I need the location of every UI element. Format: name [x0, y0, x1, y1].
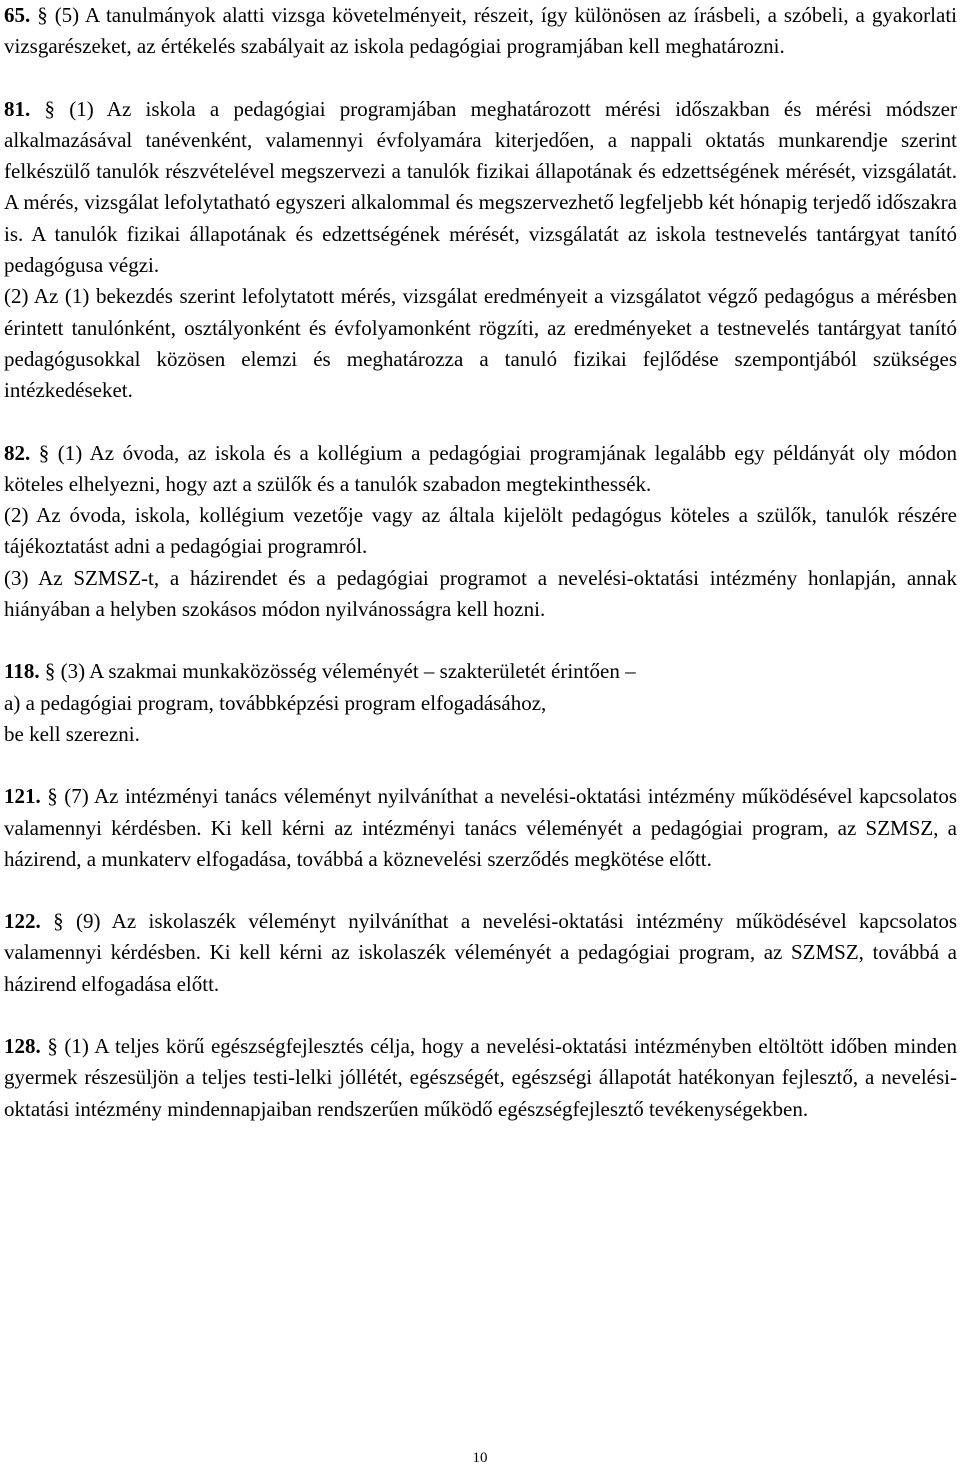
section-gap: [4, 875, 957, 906]
section-number: 122.: [4, 909, 41, 934]
section-82-paragraph-2: (2) Az óvoda, iskola, kollégium vezetője vagy az általa kijelölt pedagógus köteles a szülők, tanulók részére tájékoztatást adni a pedagógiai programról.: [4, 503, 957, 559]
section-82: [4, 438, 957, 626]
paragraph-text: § (9) Az iskolaszék véleményt nyilváníthat a nevelési-oktatási intézmény működésével kapcsolatos valamennyi kérdésben. Ki kell kérni az iskolaszék véleményét a pedagógiai program, az SZMSZ, továbbá a házirend elfogadása előtt.: [4, 909, 957, 996]
section-118-paragraph-3: be kell szerezni.: [4, 721, 140, 746]
section-number: 121.: [4, 784, 41, 809]
section-number: 128.: [4, 1034, 41, 1059]
section-number: 82.: [4, 440, 31, 465]
section-81-paragraph-1: [4, 94, 957, 282]
section-81: [4, 94, 957, 407]
section-gap: [4, 63, 957, 94]
section-gap: [4, 407, 957, 438]
section-128: [4, 1031, 957, 1125]
section-122-paragraph-1: [4, 906, 957, 1000]
paragraph-text: § (3) A szakmai munkaközösség véleményét – szakterületét érintően –: [44, 659, 636, 684]
section-gap: [4, 750, 957, 781]
section-122: [4, 906, 957, 1000]
paragraph-text: § (1) Az iskola a pedagógiai programjában meghatározott mérési időszakban és mérési módszer alkalmazásával tanévenként, valamennyi évfolyamára kiterjedően, a nappali oktatás munkarendje szerint felkészülő tanulók részvételével megszervezi a tanulók fizikai állapotának és edzettségének mérését, vizsgálatát. A mérés, vizsgálat lefolytatható egyszeri alkalommal és megszervezhető legfeljebb két hónapig terjedő időszakra is. A tanulók fizikai állapotának és edzettségének mérését, vizsgálatát az iskola testnevelés tantárgyat tanító pedagógusa végzi.: [4, 96, 957, 278]
paragraph-text: § (1) A teljes körű egészségfejlesztés célja, hogy a nevelési-oktatási intézményben eltöltött időben minden gyermek részesüljön a teljes testi-lelki jóllétét, egészségét, egészségi állapotát hatékonyan fejlesztő, a nevelési-oktatási intézmény mindennapjaiban rendszerűen működő egészségfejlesztő tevékenységekben.: [4, 1034, 957, 1121]
section-82-paragraph-1: [4, 438, 957, 501]
section-121: [4, 781, 957, 875]
section-65: [4, 0, 957, 63]
section-118-paragraph-1: [4, 656, 957, 687]
document-page: [4, 0, 957, 1125]
section-65-paragraph: [4, 0, 957, 63]
section-number: 81.: [4, 96, 31, 121]
page-number: 10: [472, 1450, 488, 1466]
section-number: 118.: [4, 659, 40, 684]
paragraph-text: § (7) Az intézményi tanács véleményt nyilváníthat a nevelési-oktatási intézmény működésével kapcsolatos valamennyi kérdésben. Ki kell kérni az intézményi tanács véleményét a pedagógiai program, az SZMSZ, a házirend, a munkaterv elfogadása, továbbá a köznevelési szerződés megkötése előtt.: [4, 784, 958, 871]
section-82-paragraph-3: (3) Az SZMSZ-t, a házirendet és a pedagógiai programot a nevelési-oktatási intézmény honlapján, annak hiányában a helyben szokásos módon nyilvánosságra kell hozni.: [4, 565, 957, 622]
section-81-paragraph-2: (2) Az (1) bekezdés szerint lefolytatott mérés, vizsgálat eredményeit a vizsgálatot végző pedagógus a mérésben érintett tanulónként, osztályonként és évfolyamonként rögzíti, az eredményeket a testnevelés tantárgyat tanító pedagógusokkal közösen elemzi és meghatározza a tanuló fizikai fejlődése szempontjából szükséges intézkedéseket.: [4, 284, 957, 403]
section-gap: [4, 625, 957, 656]
section-118: [4, 656, 957, 750]
section-number: 65.: [4, 3, 31, 27]
section-gap: [4, 1000, 957, 1031]
paragraph-text: § (5) A tanulmányok alatti vizsga követelményeit, részeit, így különösen az írásbeli, a szóbeli, a gyakorlati vizsgarészeket, az értékelés szabályait az iskola pedagógiai programjában kell meghatározni.: [4, 3, 957, 59]
section-128-paragraph-1: [4, 1031, 957, 1125]
section-118-paragraph-2: a) a pedagógiai program, továbbképzési program elfogadásához,: [4, 690, 547, 715]
section-121-paragraph-1: [4, 781, 957, 875]
paragraph-text: § (1) Az óvoda, az iskola és a kollégium a pedagógiai programjának legalább egy példányát oly módon köteles elhelyezni, hogy azt a szülők és a tanulók szabadon megtekinthessék.: [4, 440, 957, 496]
